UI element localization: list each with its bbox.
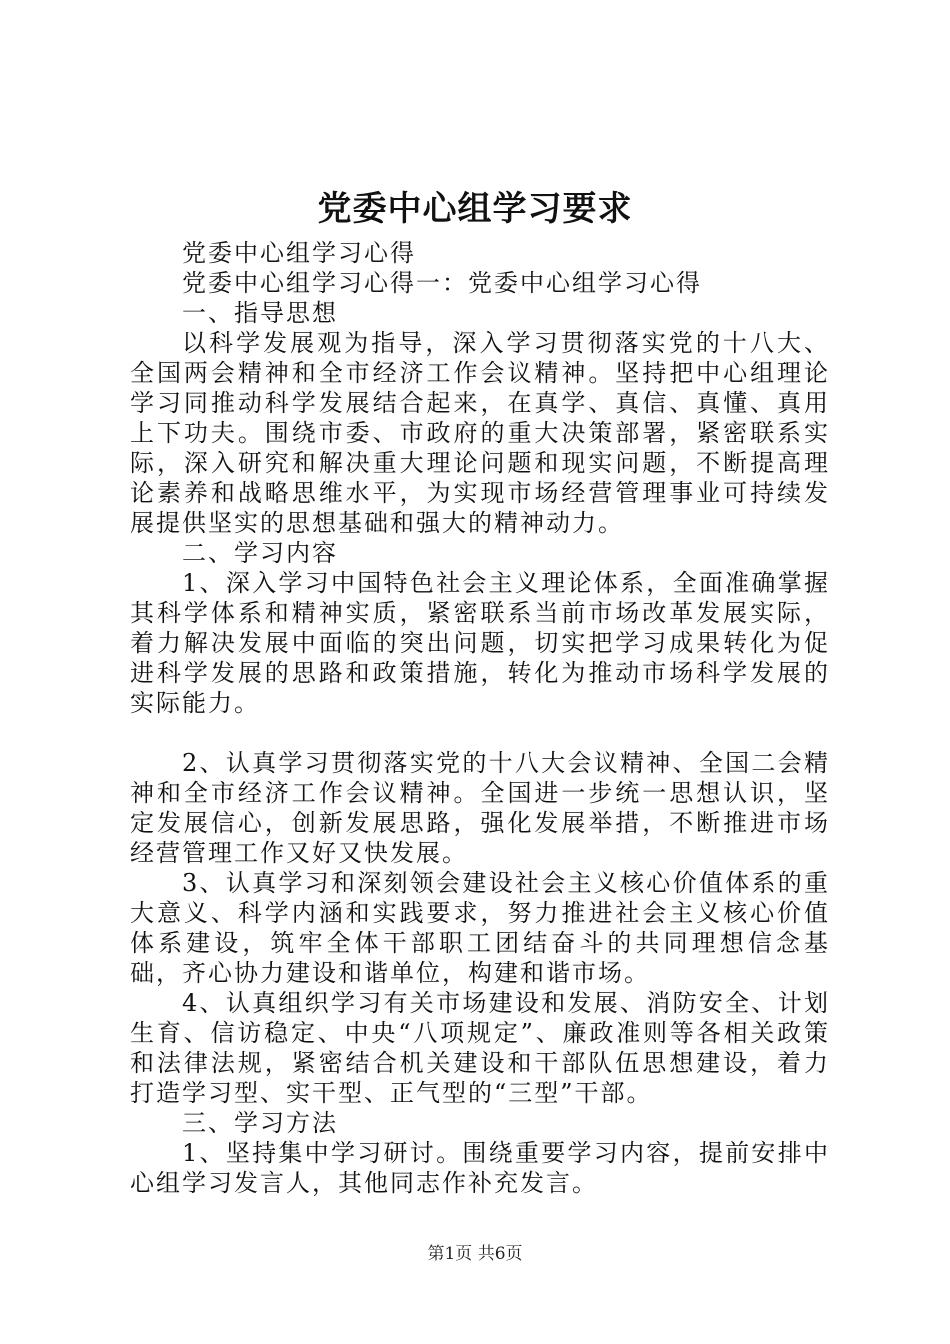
paragraph-guiding-thought: 以科学发展观为指导，深入学习贯彻落实党的十八大、全国两会精神和全市经济工作会议精神。坚持把中心组理论学习同推动科学发展结合起来，在真学、真信、真懂、真用上下功夫。围绕市委、市政府的重大决策部署，紧密联系实际，深入研究和解决重大理论问题和现实问题，不断提高理论素养和战略思维水平，为实现市场经营管理事业可持续发展提供坚实的思想基础和强大的精神动力。 [130, 329, 830, 537]
section-heading-study-method: 三、学习方法 [182, 1109, 338, 1137]
paragraph-content-item-3: 3、认真学习和深刻领会建设社会主义核心价值体系的重大意义、科学内涵和实践要求，努力推进社会主义核心价值体系建设，筑牢全体干部职工团结奋斗的共同理想信念基础，齐心协力建设和谐单位，构建和谐市场。 [130, 869, 830, 987]
paragraph-spacer [130, 718, 830, 748]
document-title: 党委中心组学习要求 [317, 189, 633, 229]
page-footer: 第1页 共6页 [427, 1244, 523, 1264]
paragraph-subtitle: 党委中心组学习心得 [182, 239, 416, 267]
paragraph-heading-line: 党委中心组学习心得一：党委中心组学习心得 [182, 269, 702, 297]
section-heading-guiding-thought: 一、指导思想 [182, 299, 338, 327]
paragraph-content-item-4: 4、认真组织学习有关市场建设和发展、消防安全、计划生育、信访稳定、中央“八项规定”、廉政准则等各相关政策和法律法规，紧密结合机关建设和干部队伍思想建设，着力打造学习型、实干型、正气型的“三型”干部。 [130, 989, 830, 1107]
paragraph-content-item-1: 1、深入学习中国特色社会主义理论体系，全面准确掌握其科学体系和精神实质，紧密联系当前市场改革发展实际，着力解决发展中面临的突出问题，切实把学习成果转化为促进科学发展的思路和政策措施，转化为推动市场科学发展的实际能力。 [130, 569, 830, 717]
document-body [130, 238, 830, 1198]
paragraph-method-item-1: 1、坚持集中学习研讨。围绕重要学习内容，提前安排中心组学习发言人，其他同志作补充发言。 [130, 1139, 830, 1197]
paragraph-content-item-2: 2、认真学习贯彻落实党的十八大会议精神、全国二会精神和全市经济工作会议精神。全国进一步统一思想认识，坚定发展信心，创新发展思路，强化发展举措，不断推进市场经营管理工作又好又快发展。 [130, 749, 830, 867]
section-heading-study-content: 二、学习内容 [182, 539, 338, 567]
